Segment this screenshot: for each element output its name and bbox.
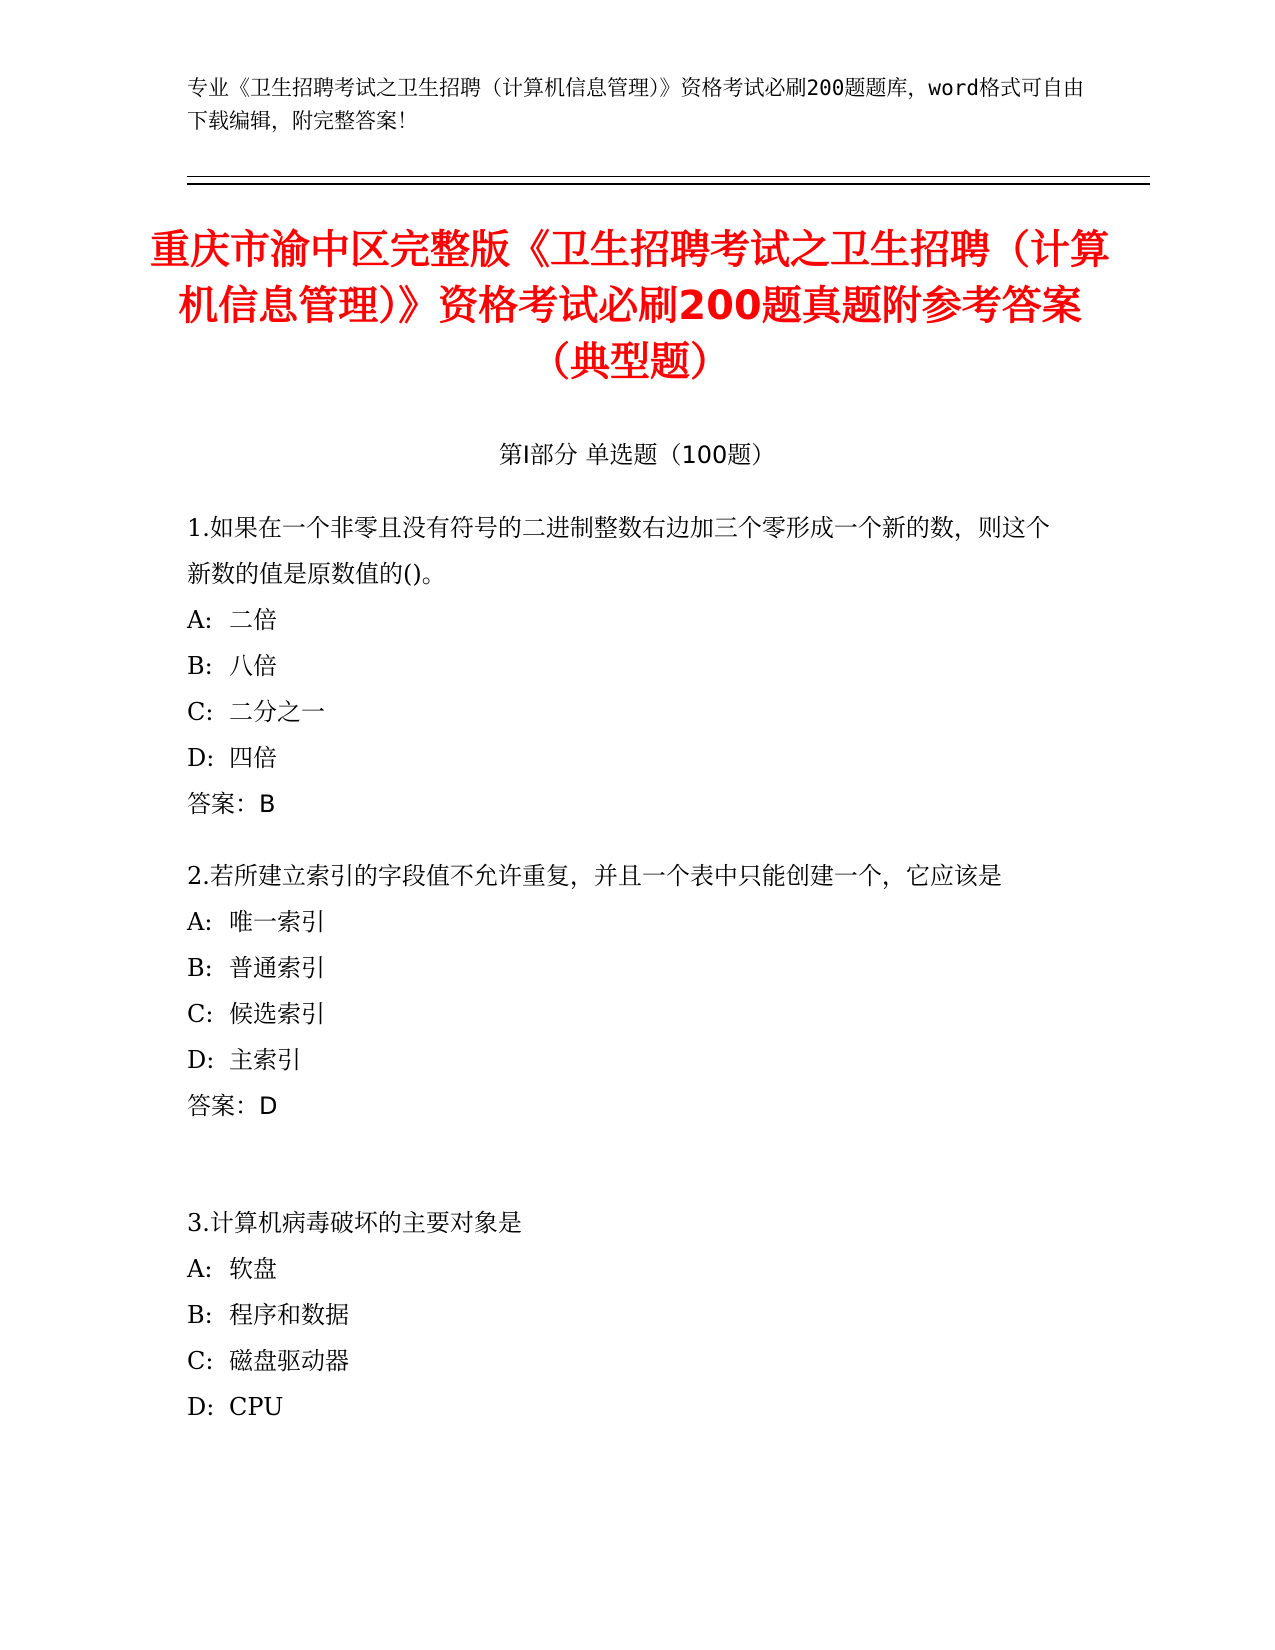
question-stem: 1.如果在一个非零且没有符号的二进制整数右边加三个零形成一个新的数，则这个新数的值是原数值的()。 [187, 514, 1050, 588]
question-stem: 2.若所建立索引的字段值不允许重复，并且一个表中只能创建一个，它应该是 [187, 862, 1002, 890]
option-text: CPU [229, 1393, 284, 1421]
option-label: D: [187, 1046, 215, 1074]
option-text: 二倍 [229, 606, 277, 634]
option-text: 程序和数据 [229, 1301, 349, 1329]
option-c [187, 1338, 1067, 1384]
question-1 [187, 505, 1067, 827]
option-label: A: [187, 606, 213, 634]
option-label: C: [187, 698, 214, 726]
answer-line: 答案：B [187, 790, 276, 818]
option-b [187, 945, 1067, 991]
option-b [187, 1292, 1067, 1338]
option-label: C: [187, 1000, 214, 1028]
option-b [187, 643, 1067, 689]
option-text: 二分之一 [229, 698, 325, 726]
option-c [187, 991, 1067, 1037]
option-label: D: [187, 744, 215, 772]
option-a [187, 899, 1067, 945]
question-3 [187, 1200, 1067, 1430]
header-divider-thick [187, 183, 1150, 185]
option-label: B: [187, 954, 213, 982]
option-label: C: [187, 1347, 214, 1375]
option-label: A: [187, 1255, 213, 1283]
header-divider-thin [187, 176, 1150, 177]
option-text: 普通索引 [229, 954, 325, 982]
option-text: 四倍 [229, 744, 277, 772]
option-label: D: [187, 1393, 215, 1421]
question-stem: 3.计算机病毒破坏的主要对象是 [187, 1209, 522, 1237]
option-text: 软盘 [229, 1255, 277, 1283]
option-label: A: [187, 908, 213, 936]
question-2 [187, 853, 1067, 1129]
answer-line: 答案：D [187, 1092, 278, 1120]
option-text: 主索引 [229, 1046, 301, 1074]
option-d [187, 1384, 1067, 1430]
section-heading: 第Ⅰ部分 单选题（100题） [498, 441, 776, 469]
option-d [187, 735, 1067, 781]
option-a [187, 597, 1067, 643]
option-label: B: [187, 652, 213, 680]
option-text: 磁盘驱动器 [229, 1347, 349, 1375]
option-d [187, 1037, 1067, 1083]
option-text: 候选索引 [229, 1000, 325, 1028]
option-text: 八倍 [229, 652, 277, 680]
header-note: 专业《卫生招聘考试之卫生招聘（计算机信息管理）》资格考试必刷200题题库，word格式可自由下载编辑，附完整答案！ [187, 76, 1084, 133]
document-title: 重庆市渝中区完整版《卫生招聘考试之卫生招聘（计算机信息管理）》资格考试必刷200题真题附参考答案（典型题） [150, 227, 1110, 385]
option-a [187, 1246, 1067, 1292]
option-c [187, 689, 1067, 735]
option-label: B: [187, 1301, 213, 1329]
option-text: 唯一索引 [229, 908, 325, 936]
